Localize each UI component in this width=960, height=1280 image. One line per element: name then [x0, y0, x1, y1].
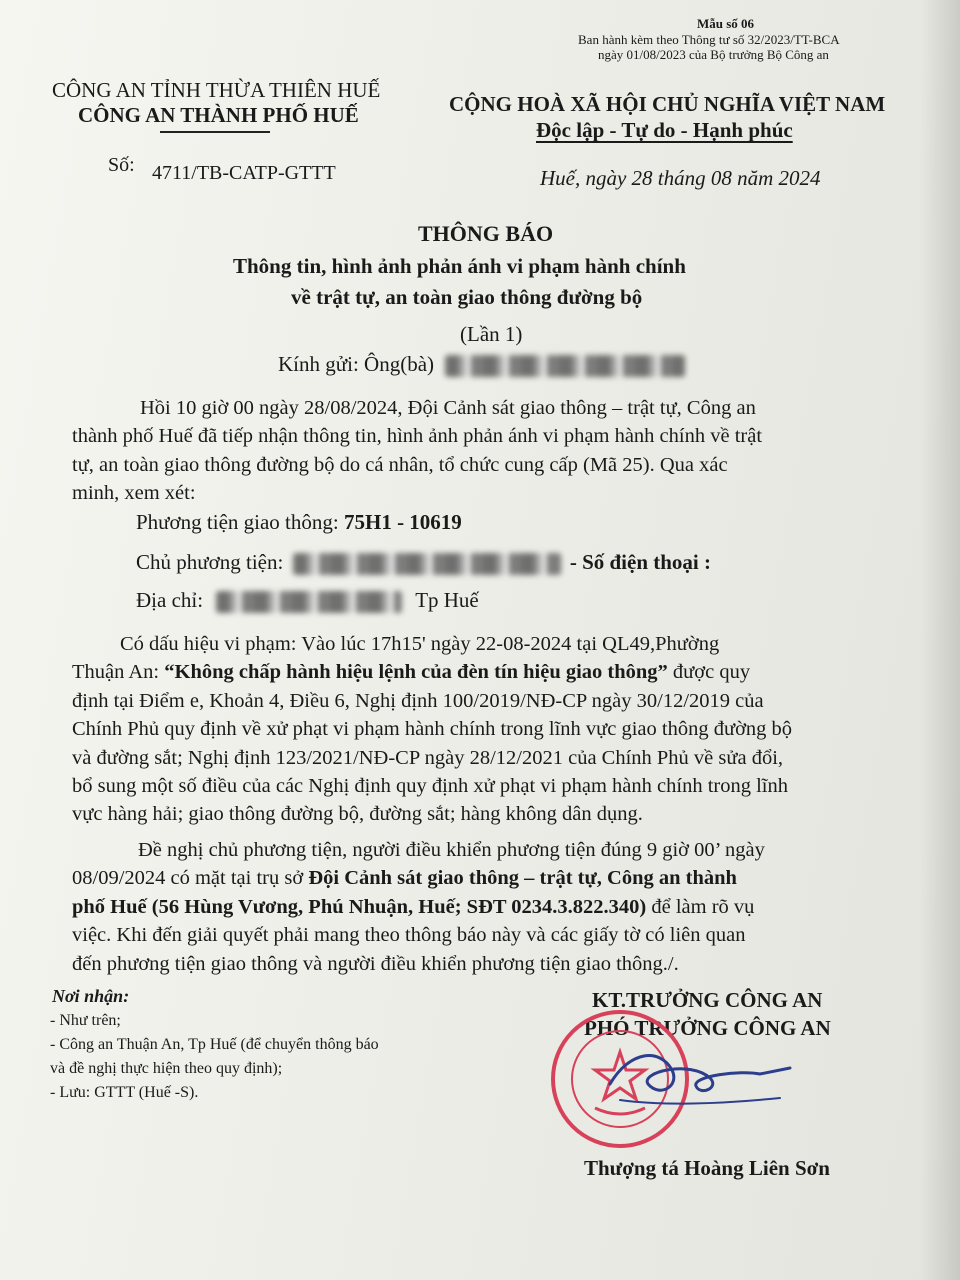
intro-line: Hồi 10 giờ 00 ngày 28/08/2024, Đội Cảnh sát giao thông – trật tự, Công an: [140, 397, 756, 419]
violation-line: Có dấu hiệu vi phạm: Vào lúc 17h15' ngày 22-08-2024 tại QL49,Phường: [120, 633, 720, 655]
violation-line: vực hàng hải; giao thông đường bộ, đường sắt; hàng không dân dụng.: [72, 803, 643, 826]
form-issued-line2: ngày 01/08/2023 của Bộ trưởng Bộ Công an: [598, 47, 829, 62]
request-office: Đội Cảnh sát giao thông – trật tự, Công an thành: [308, 867, 737, 890]
agency-parent: CÔNG AN TỈNH THỪA THIÊN HUẾ: [52, 78, 381, 102]
recipients-item: - Công an Thuận An, Tp Huế (để chuyển thông báo: [50, 1036, 379, 1053]
request-line: Đề nghị chủ phương tiện, người điều khiển phương tiện đúng 9 giờ 00’ ngày: [138, 839, 765, 861]
intro-line: thành phố Huế đã tiếp nhận thông tin, hình ảnh phản ánh vi phạm hành chính về trật: [72, 425, 763, 448]
country-name: CỘNG HOÀ XÃ HỘI CHỦ NGHĨA VIỆT NAM: [449, 92, 886, 116]
request-line: [72, 893, 894, 921]
violation-line: bổ sung một số điều của các Nghị định quy định xử phạt vi phạm hành chính trong lĩnh: [72, 775, 788, 798]
agency-underline: [160, 131, 270, 133]
violation-line: và đường sắt; Nghị định 123/2021/NĐ-CP ngày 28/12/2021 của Chính Phủ về sửa đổi,: [72, 746, 784, 769]
recipients-item: - Lưu: GTTT (Huế -S).: [50, 1084, 199, 1101]
violation-line: [72, 658, 894, 686]
recipients-item: và đề nghị thực hiện theo quy định);: [50, 1060, 283, 1077]
owner-label: Chủ phương tiện:: [136, 550, 284, 574]
address-city: Tp Huế: [415, 588, 479, 612]
doc-title: THÔNG BÁO: [418, 221, 554, 246]
vehicle-plate-row: [136, 510, 462, 535]
vehicle-plate-label: Phương tiện giao thông:: [136, 510, 339, 534]
violation-text: được quy: [667, 661, 751, 684]
intro-line: minh, xem xét:: [72, 482, 196, 505]
notice-count: (Lần 1): [460, 322, 523, 346]
form-issued-line1: Ban hành kèm theo Thông tư số 32/2023/TT-BCA: [578, 32, 840, 47]
recipients-label: Nơi nhận:: [52, 986, 130, 1006]
recipient-line: [278, 352, 685, 377]
doc-subtitle-2: về trật tự, an toàn giao thông đường bộ: [291, 285, 643, 309]
request-line: việc. Khi đến giải quyết phải mang theo thông báo này và các giấy tờ có liên quan: [72, 924, 746, 947]
document-number: 4711/TB-CATP-GTTT: [152, 162, 336, 184]
redacted-address: [216, 591, 402, 613]
request-office-address: phố Huế (56 Hùng Vương, Phú Nhuận, Huế; SĐT 0234.3.822.340): [72, 895, 647, 918]
intro-paragraph: [72, 394, 894, 508]
request-paragraph: [72, 836, 894, 978]
request-line: [72, 864, 894, 892]
signer-role-1: KT.TRƯỞNG CÔNG AN: [592, 988, 823, 1012]
address-label: Địa chỉ:: [136, 588, 204, 612]
phone-label: - Số điện thoại :: [569, 550, 712, 574]
recipient-label: Kính gửi: Ông(bà): [278, 352, 435, 376]
document-number-label: Số:: [108, 154, 135, 176]
violation-paragraph: [72, 630, 894, 829]
recipients-item: - Như trên;: [50, 1012, 121, 1029]
intro-line: tự, an toàn giao thông đường bộ do cá nhân, tổ chức cung cấp (Mã 25). Qua xác: [72, 453, 728, 476]
request-purpose: để làm rõ vụ: [646, 895, 755, 918]
agency-name: CÔNG AN THÀNH PHỐ HUẾ: [78, 103, 359, 127]
redacted-recipient-name: [445, 355, 685, 377]
signer-role-2: PHÓ TRƯỞNG CÔNG AN: [584, 1016, 831, 1040]
request-line: đến phương tiện giao thông và người điều khiển phương tiện giao thông./.: [72, 952, 679, 975]
vehicle-plate: 75H1 - 10619: [343, 510, 462, 534]
owner-row: [136, 550, 711, 575]
request-date: 08/09/2024 có mặt tại trụ sở: [72, 867, 309, 890]
national-motto: Độc lập - Tự do - Hạnh phúc: [536, 118, 793, 142]
signer-name: Thượng tá Hoàng Liên Sơn: [584, 1156, 830, 1180]
violation-line: định tại Điểm e, Khoản 4, Điều 6, Nghị định 100/2019/NĐ-CP ngày 30/12/2019 của: [72, 689, 764, 712]
page-edge-shadow: [920, 0, 960, 1280]
place-date: Huế, ngày 28 tháng 08 năm 2024: [540, 166, 821, 190]
handwritten-signature: [600, 1040, 800, 1120]
violation-place: Thuận An:: [72, 661, 165, 684]
violation-line: Chính Phủ quy định về xử phạt vi phạm hành chính trong lĩnh vực giao thông đường bộ: [72, 718, 793, 741]
form-number: Mẫu số 06: [697, 16, 755, 31]
redacted-owner-name: [293, 553, 561, 575]
address-row: [136, 588, 479, 613]
doc-subtitle-1: Thông tin, hình ảnh phản ánh vi phạm hành chính: [233, 254, 686, 278]
violation-description: “Không chấp hành hiệu lệnh của đèn tín hiệu giao thông”: [164, 661, 668, 684]
